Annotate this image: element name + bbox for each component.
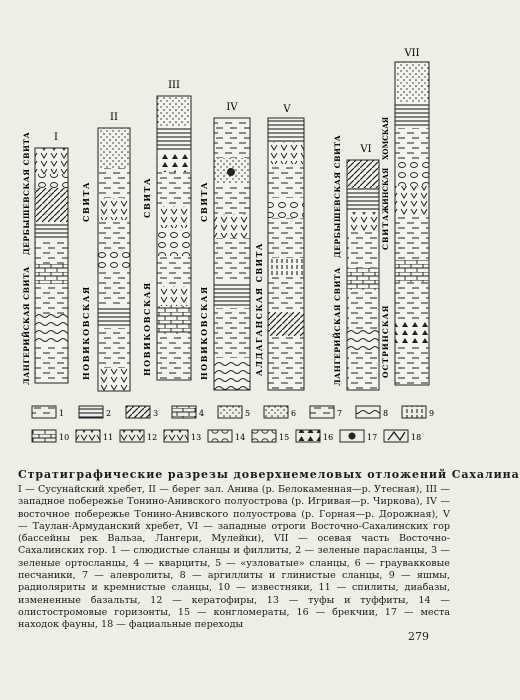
suite-label: СВИТА <box>142 176 152 218</box>
legend-item-9 <box>402 406 434 418</box>
legend-number: 18 <box>411 433 422 442</box>
legend-item-3 <box>126 406 158 418</box>
legend-item-10 <box>32 430 69 442</box>
section-numeral-4: IV <box>226 102 238 113</box>
legend-number: 9 <box>429 409 435 418</box>
legend-item-17 <box>340 430 377 442</box>
suite-label: ЖИНСКАЯ <box>381 167 390 214</box>
legend-item-18 <box>384 430 421 442</box>
legend-number: 16 <box>323 433 334 442</box>
figure-caption-title: Стратиграфические разрезы доверхнемеловых отложений Сахалина <box>18 468 520 481</box>
suite-label: АЛДАГАНСКАЯ СВИТА <box>254 242 264 376</box>
legend-number: 15 <box>279 433 290 442</box>
section-numeral-7: VII <box>404 48 420 59</box>
legend-item-14 <box>208 430 245 442</box>
legend-item-4 <box>172 406 204 418</box>
legend-item-2 <box>79 406 111 418</box>
legend-number: 13 <box>191 433 202 442</box>
section-numeral-2: II <box>110 112 118 123</box>
section-column-7 <box>381 48 429 385</box>
section-column-4 <box>199 102 250 390</box>
section-column-6 <box>332 134 379 390</box>
legend-row-2 <box>0 426 464 450</box>
suite-label: СВИТА <box>81 180 91 222</box>
suite-label: НОВИКОВСКАЯ <box>142 281 152 376</box>
legend-number: 1 <box>59 409 65 418</box>
legend-item-16 <box>296 430 333 442</box>
legend-number: 17 <box>367 433 378 442</box>
legend-number: 11 <box>103 433 114 442</box>
suite-label: ЛАНГЕРИЙСКАЯ СВИТА <box>333 267 342 386</box>
suite-label: ДЕРБЫШЕВСКАЯ СВИТА <box>333 134 342 258</box>
legend-number: 10 <box>59 433 70 442</box>
legend-item-11 <box>76 430 113 442</box>
suite-label: НОВИКОВСКАЯ <box>199 285 209 380</box>
section-numeral-6: VI <box>360 144 372 155</box>
section-column-1 <box>21 131 68 385</box>
legend-number: 12 <box>147 433 158 442</box>
section-column-2 <box>81 112 130 391</box>
suite-label: ДЕРБЫШЕВСКАЯ СВИТА <box>22 131 31 255</box>
legend-number: 6 <box>291 409 297 418</box>
legend-number: 7 <box>337 409 343 418</box>
page-number: 279 <box>408 630 429 643</box>
legend-number: 5 <box>245 409 251 418</box>
section-column-3 <box>142 80 191 380</box>
section-column-5 <box>254 104 304 390</box>
legend-number: 3 <box>153 409 159 418</box>
suite-label: СВИТА <box>381 213 390 250</box>
section-numeral-3: III <box>168 80 180 91</box>
legend-number: 2 <box>106 409 112 418</box>
legend-item-15 <box>252 430 289 442</box>
suite-label: ХОМСКАЯ <box>381 116 390 160</box>
legend-item-12 <box>120 430 157 442</box>
legend-item-5 <box>218 406 250 418</box>
suite-label: ЛАНГЕРИЙСКАЯ СВИТА <box>22 266 31 385</box>
legend-number: 8 <box>383 409 389 418</box>
legend-item-6 <box>264 406 296 418</box>
section-numeral-1: I <box>54 132 58 143</box>
legend-row-1 <box>32 406 434 418</box>
legend-item-1 <box>32 406 64 418</box>
legend-item-7 <box>310 406 342 418</box>
legend-number: 4 <box>199 409 205 418</box>
figure-caption-body: I — Сусунайский хребет, II — берег зал. Анива (р. Белокаменная—р. Утесная), III — западное побережье Тонино-Анивского полуострова (р. Игривая—р. Чиркова), IV — восточное побережье Тонино-Анивского полуострова (р. Горная—р. Дорожная), V — Таулан-Армуданский хребет, VI — западные отроги Восточно-Сахалинских гор (бассейны рек Вальза, Лангери, Мулейки), VII — осевая часть Восточно-Сахалинских гор. 1 — слюдистые сланцы и филлиты, 2 — зеленые парасланцы, 3 — зеленые ортосланцы, 4 — кварциты, 5 — «узловатые» сланцы, 6 — граувакковые песчаники, 7 — алевролиты, 8 — аргиллиты и глинистые сланцы, 9 — яшмы, радиоляриты и кремнистые сланцы, 10 — известняки, 11 — спилиты, диабазы, измененные базальты, 12 — кератофиры, 13 — туфы и туффиты, 14 — олистостромовые горизонты, 15 — конгломераты, 16 — брекчии, 17 — места находок фауны, 18 — фациальные переходы <box>18 484 450 631</box>
legend-number: 14 <box>235 433 246 442</box>
suite-label: НОВИКОВСКАЯ <box>81 285 91 380</box>
legend-item-8 <box>356 406 388 418</box>
suite-label: СВИТА <box>199 180 209 222</box>
section-numeral-5: V <box>283 104 291 115</box>
legend-item-13 <box>164 430 201 442</box>
suite-label: ОСТРИНСКАЯ <box>381 304 390 378</box>
